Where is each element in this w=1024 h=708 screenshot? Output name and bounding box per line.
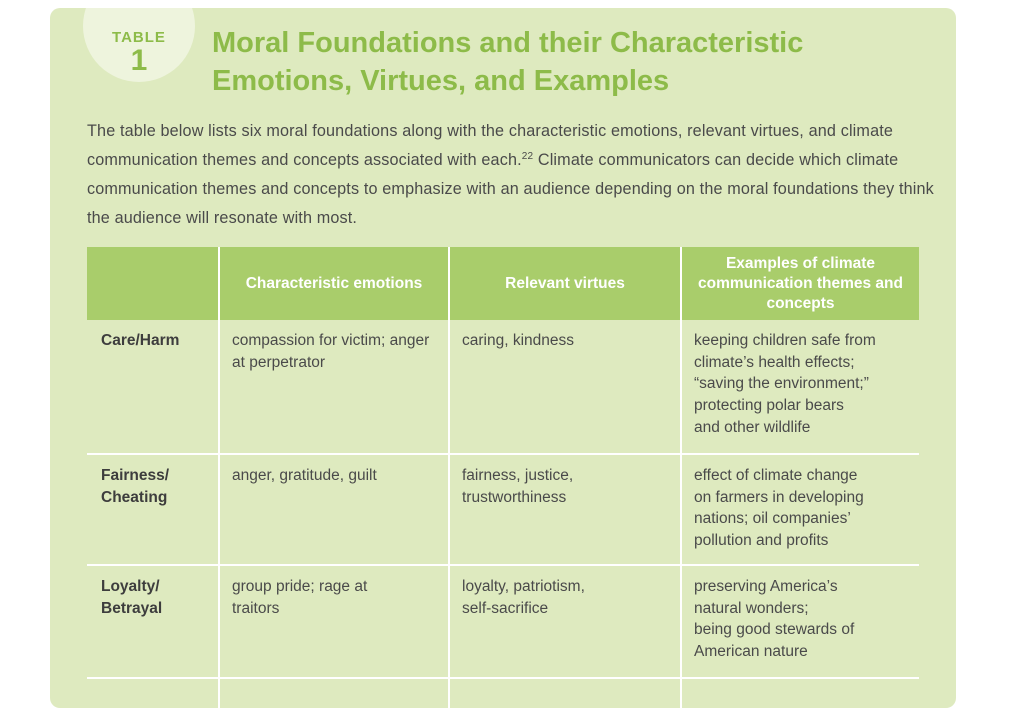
foundation-line: Cheating — [101, 488, 168, 506]
header-examples: Examples of climate communication themes and concepts — [681, 247, 919, 320]
virtues-line: trustworthiness — [462, 488, 567, 506]
virtues-cell — [449, 454, 681, 565]
foundation-cell — [87, 678, 219, 708]
examples-line: preserving America’s — [694, 577, 838, 595]
examples-cell — [681, 320, 919, 454]
title-line-1: Moral Foundations and their Characteristic — [212, 27, 804, 59]
intro-paragraph — [87, 117, 937, 233]
examples-line: on farmers in developing — [694, 488, 864, 506]
foundation-line: Betrayal — [101, 599, 163, 617]
table-row — [87, 565, 919, 678]
table-row — [87, 320, 919, 454]
virtues-line: self-sacrifice — [462, 599, 549, 617]
emotions-line: group pride; rage at — [232, 577, 368, 595]
page-title — [212, 24, 932, 100]
examples-line: “saving the environment;” — [694, 375, 869, 393]
virtues-cell: caring, kindness — [449, 320, 681, 454]
footnote-ref[interactable]: 22 — [521, 151, 534, 162]
examples-line: effect of climate change — [694, 467, 858, 484]
emotions-line: traitors — [232, 599, 280, 617]
examples-line: being good stewards of — [694, 621, 855, 639]
examples-line: natural wonders; — [694, 599, 809, 617]
examples-line: nations; oil companies’ — [694, 510, 851, 528]
foundation-line: Loyalty/ — [101, 577, 160, 595]
header-emotions: Characteristic emotions — [219, 247, 449, 320]
table-header-row — [87, 247, 919, 320]
virtues-cell — [449, 565, 681, 678]
virtues-cell — [449, 678, 681, 708]
examples-line: pollution and profits — [694, 532, 829, 550]
foundation-cell — [87, 565, 219, 678]
table-row — [87, 454, 919, 565]
header-virtues: Relevant virtues — [449, 247, 681, 320]
header-foundation — [87, 247, 219, 320]
intro-text-2: Climate communicators can decide which climate communication themes and concepts to emphasize with an audience depending on the moral foundations they think the audience will resonate with most. — [87, 151, 934, 227]
title-line-2: Emotions, Virtues, and Examples — [212, 65, 670, 97]
table-badge-label: TABLE — [112, 29, 166, 46]
virtues-line: fairness, justice, — [462, 467, 574, 484]
virtues-line: loyalty, patriotism, — [462, 577, 585, 595]
emotions-cell — [219, 678, 449, 708]
emotions-cell — [219, 565, 449, 678]
table-badge — [83, 8, 195, 82]
table-badge-number: 1 — [130, 44, 148, 77]
foundation-cell: Care/Harm — [87, 320, 219, 454]
moral-foundations-table — [87, 247, 919, 708]
foundation-cell — [87, 454, 219, 565]
foundation-line: Fairness/ — [101, 467, 170, 484]
table-row — [87, 678, 919, 708]
intro-text-1: The table below lists six moral foundations along with the characteristic emotions, relevant virtues, and climate communication themes and concepts associated with each. — [87, 122, 894, 169]
examples-cell — [681, 454, 919, 565]
table-panel — [50, 8, 956, 708]
emotions-cell: compassion for victim; anger at perpetrator — [219, 320, 449, 454]
examples-line: keeping children safe from climate’s health effects; — [694, 332, 876, 371]
examples-cell — [681, 565, 919, 678]
examples-line: American nature — [694, 642, 808, 660]
emotions-cell: anger, gratitude, guilt — [219, 454, 449, 565]
examples-cell — [681, 678, 919, 708]
examples-line: and other wildlife — [694, 418, 811, 436]
examples-line: protecting polar bears — [694, 397, 844, 415]
